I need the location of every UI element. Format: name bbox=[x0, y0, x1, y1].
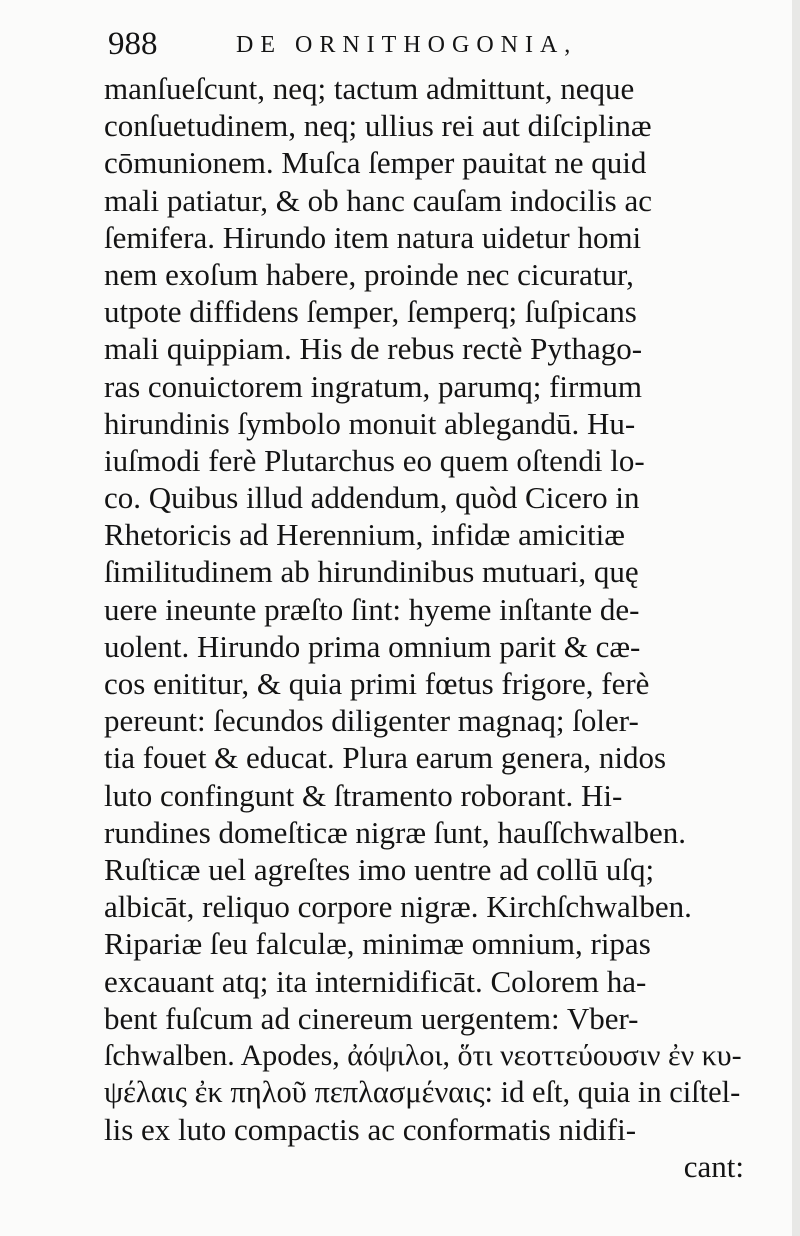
text-line: Rhetoricis ad Herennium, infidæ amicitiæ bbox=[104, 517, 625, 553]
text-line: ras conuictorem ingratum, parumq; firmum bbox=[104, 368, 643, 404]
catchword: cant: bbox=[683, 1149, 744, 1185]
text-line: Ruſticæ uel agreſtes imo uentre ad collū uſq; bbox=[104, 851, 655, 887]
page-number: 988 bbox=[108, 26, 158, 62]
text-line: manſueſcunt, neq; tactum admittunt, neque bbox=[104, 71, 635, 106]
page-edge-shadow bbox=[792, 0, 800, 1236]
text-line: excauant atq; ita internidificāt. Colorem ha- bbox=[104, 963, 647, 999]
text-line: uere ineunte præſto ſint: hyeme inſtante de- bbox=[104, 591, 640, 627]
text-line: luto confingunt & ſtramento roborant. Hi- bbox=[104, 777, 623, 813]
text-line: cos enititur, & quia primi fœtus frigore, ferè bbox=[104, 666, 650, 701]
text-block bbox=[104, 70, 744, 1186]
text-line: ſimilitudinem ab hirundinibus mutuari, quę bbox=[104, 554, 639, 590]
text-line: rundines domeſticæ nigræ ſunt, hauſſchwalben. bbox=[104, 814, 687, 850]
text-line: albicāt, reliquo corpore nigræ. Kirchſchwalben. bbox=[104, 889, 692, 925]
text-line: nem exoſum habere, proinde nec cicuratur, bbox=[104, 256, 634, 292]
text-line: Ripariæ ſeu falculæ, minimæ omnium, ripas bbox=[104, 926, 651, 962]
text-line: tia fouet & educat. Plura earum genera, nidos bbox=[104, 740, 667, 776]
text-line: iuſmodi ferè Plutarchus eo quem oſtendi lo- bbox=[104, 442, 645, 478]
text-line: conſuetudinem, neq; ullius rei aut diſciplinæ bbox=[104, 108, 652, 144]
text-line: lis ex luto compactis ac conformatis nidifi- bbox=[104, 1112, 637, 1148]
text-line: mali patiatur, & ob hanc cauſam indocilis ac bbox=[104, 182, 652, 218]
text-line: mali quippiam. His de rebus rectè Pythago- bbox=[104, 331, 643, 367]
text-line: utpote diffidens ſemper, ſemperq; ſuſpicans bbox=[104, 294, 637, 330]
text-line: ſchwalben. Apodes, ἀόψιλοι, ὅτι νεοττεύουσιν ἐν κυ- bbox=[104, 1038, 742, 1072]
text-line: cōmunionem. Muſca ſemper pauitat ne quid bbox=[104, 145, 647, 181]
text-line: ſemifera. Hirundo item natura uidetur homi bbox=[104, 219, 642, 255]
text-line: bent fuſcum ad cinereum uergentem: Vber- bbox=[104, 1000, 639, 1036]
text-line: pereunt: ſecundos diligenter magnaq; ſoler- bbox=[104, 703, 639, 739]
text-line: uolent. Hirundo prima omnium parit & cæ- bbox=[104, 628, 641, 664]
text-line: co. Quibus illud addendum, quòd Cicero in bbox=[104, 480, 640, 516]
page-header bbox=[108, 22, 748, 68]
text-line: hirundinis ſymbolo monuit ablegandū. Hu- bbox=[104, 405, 636, 441]
text-line: ψέλαις ἐκ πηλοῦ πεπλασμέναις: id eſt, quia in ciſtel- bbox=[104, 1075, 741, 1110]
running-head: DE ORNITHOGONIA, bbox=[236, 32, 578, 58]
